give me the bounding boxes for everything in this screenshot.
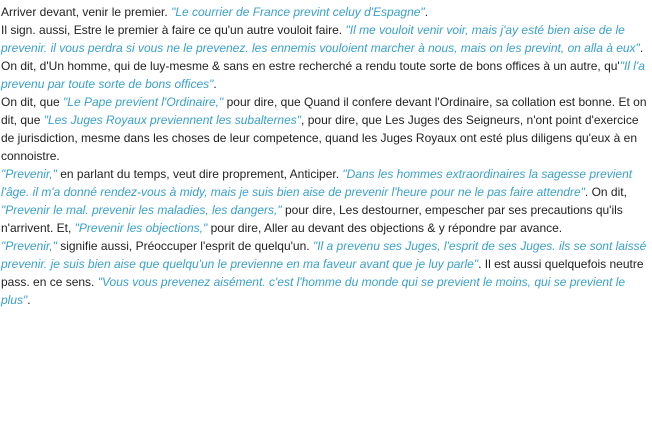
definition-text: Il sign. aussi, Estre le premier à faire ce qu'un autre vouloit faire.	[1, 23, 346, 37]
definition-text: , pour dire, que Les Juges des Seigneurs, n'ont point d'exercice de jurisdiction, mesme dans les choses de leur competence, quand les Juges Royaux ont esté plus diligens qu'eux à en connoistre.	[1, 113, 639, 163]
example-quote: "Le courrier de France prevint celuy d'Espagne"	[171, 5, 425, 19]
example-quote: "Il a prevenu ses Juges, l'esprit de ses Juges. ils se sont laissé prevenir. je suis bien aise que quelqu'un le previenne en ma faveur avant que je luy parle"	[1, 239, 647, 271]
definition-text: On dit, que	[1, 95, 64, 109]
definition-text: On dit, d'Un homme, qui de luy-mesme & sans en estre recherché a rendu toute sorte de bons offices à un autre, qu'	[1, 59, 620, 73]
definition-text: pour dire, que Quand il confere devant l'Ordinaire, sa collation est bonne. Et on dit, que	[1, 95, 647, 127]
definition-text: Arriver devant, venir le premier.	[1, 5, 172, 19]
definition-text: .	[639, 41, 644, 55]
example-quote: "Dans les hommes extraordinaires la sagesse previent l'âge. il m'a donné rendez-vous à midy, mais je suis bien aise de prevenir l'heure pour ne le pas faire attendre"	[1, 167, 633, 199]
definition-text: pour dire, Aller au devant des objections & y répondre par avance.	[207, 221, 563, 235]
example-quote: "Prevenir le mal. prevenir les maladies, les dangers,"	[1, 203, 282, 217]
definition-text: signifie aussi, Préoccuper l'esprit de quelqu'un.	[56, 239, 313, 253]
definition-text: .	[424, 5, 429, 19]
example-quote: "Prevenir,"	[1, 167, 57, 181]
example-quote: "Vous vous prevenez aisément. c'est l'homme du monde qui se previent le moins, qui se previent le plus"	[1, 275, 626, 307]
definition-paragraph	[1, 93, 651, 165]
example-quote: "Les Juges Royaux previennent les subalternes"	[43, 113, 302, 127]
definition-text: . Il est aussi quelquefois neutre pass. en ce sens.	[1, 257, 644, 289]
definition-paragraph	[1, 57, 651, 93]
definition-text: en parlant du temps, veut dire proprement, Anticiper.	[56, 167, 343, 181]
definition-paragraph	[1, 21, 651, 57]
definition-paragraph	[1, 3, 651, 21]
dictionary-entry	[0, 3, 651, 309]
example-quote: "Il l'a prevenu par toute sorte de bons offices"	[1, 59, 645, 91]
definition-paragraph	[1, 165, 651, 237]
definition-text: . On dit,	[584, 185, 627, 199]
example-quote: "Il me vouloit venir voir, mais j'ay esté bien aise de le prevenir. il vous perdra si vous ne le prevenez. les ennemis vouloient marcher à nous, mais on les prevint, on alla à eux"	[1, 23, 640, 55]
example-quote: "Prevenir les objections,"	[74, 221, 208, 235]
definition-text: pour dire, Les destourner, empescher par ses precautions qu'ils n'arrivent. Et,	[1, 203, 623, 235]
definition-text: .	[27, 293, 31, 307]
example-quote: "Le Pape previent l'Ordinaire,"	[63, 95, 224, 109]
definition-text: .	[213, 77, 217, 91]
example-quote: "Prevenir,"	[1, 239, 57, 253]
definition-paragraph	[1, 237, 651, 309]
